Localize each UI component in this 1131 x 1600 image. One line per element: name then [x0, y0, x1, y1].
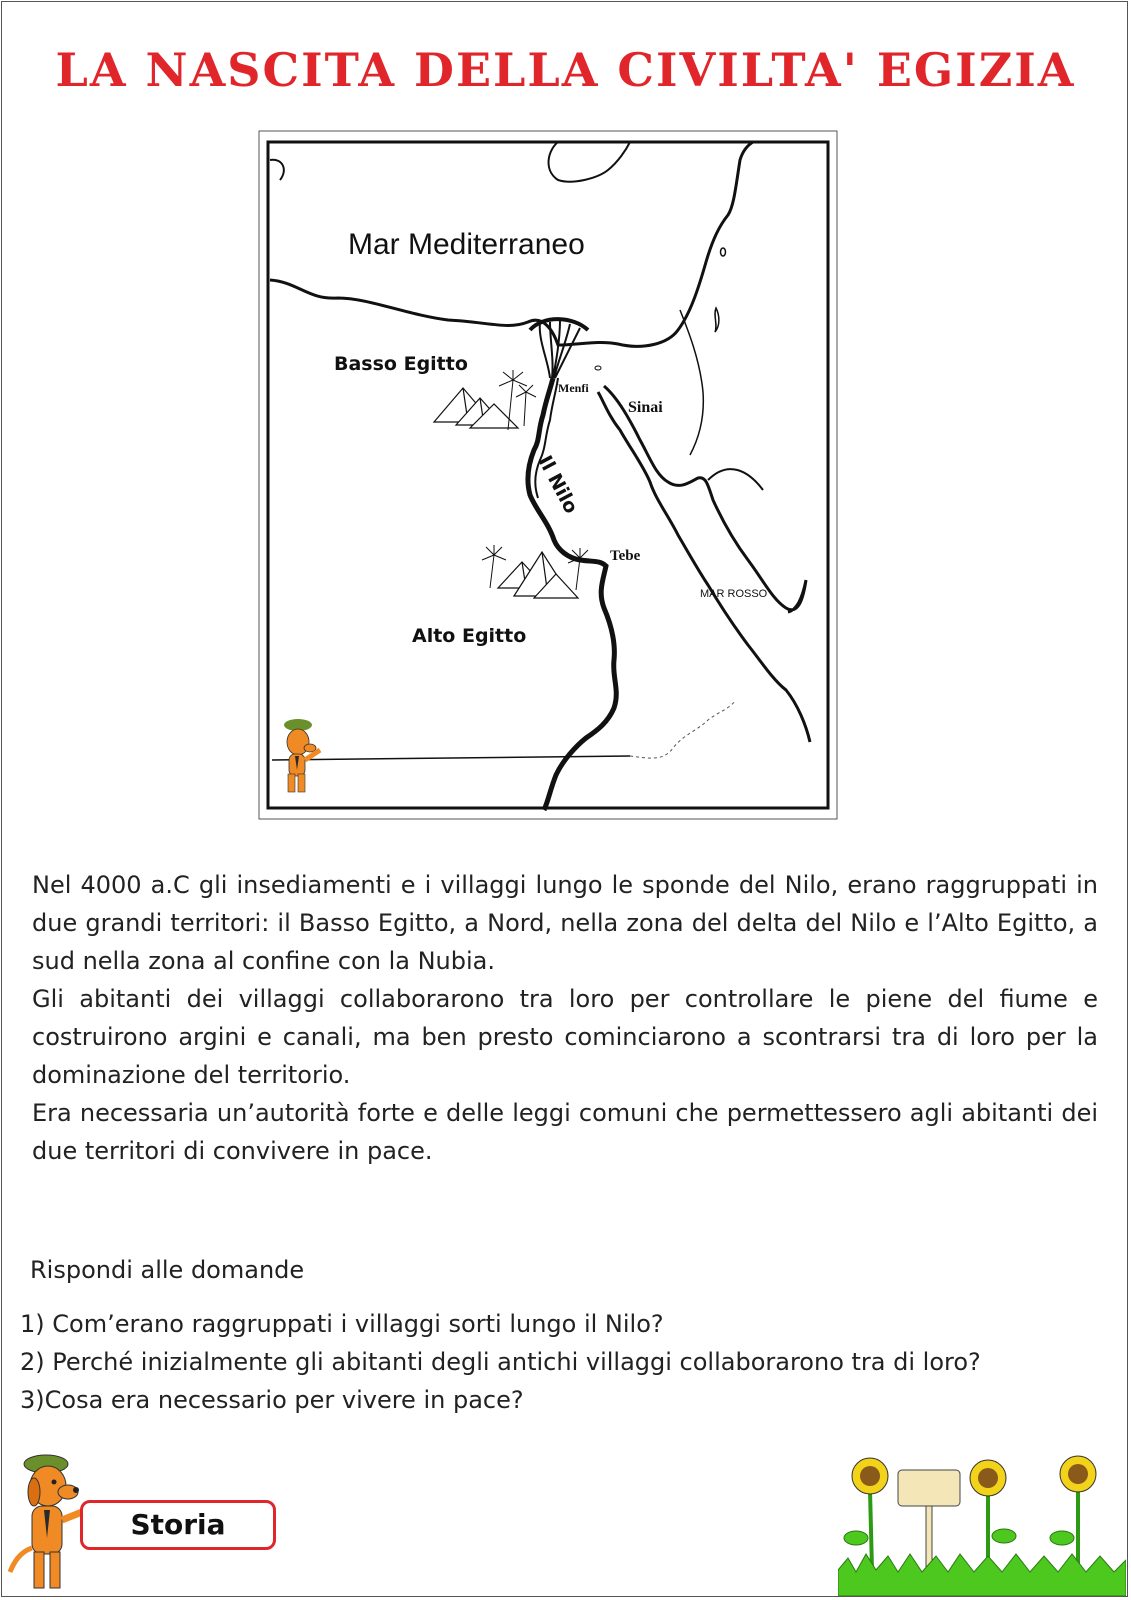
p1-term-nubia: Nubia: [417, 947, 488, 975]
p1-text-4: del Nilo e l’: [797, 909, 942, 937]
sunflower-icon: [970, 1460, 1016, 1570]
intro-text: [32, 866, 1098, 1170]
subject-badge: Storia: [80, 1500, 276, 1550]
p3-term-laws: leggi comuni: [512, 1099, 668, 1127]
paragraph-3: [32, 1094, 1098, 1170]
sunflower-icon: [1050, 1456, 1096, 1570]
nile-label: Il Nilo: [533, 452, 583, 518]
city-menfi-label: Menfi: [558, 381, 589, 395]
p3-text-1: Era necessaria: [32, 1099, 217, 1127]
p1-text-2: gli insediamenti e i villaggi lungo le sponde del Nilo, erano raggruppati in due grandi territori: il: [32, 871, 1098, 937]
paragraph-2: Gli abitanti dei villaggi collaborarono tra loro per controllare le piene del fiume e costruirono argini e canali, ma ben presto cominciarono a scontrarsi tra di loro per la dominazione del territorio.: [32, 985, 1098, 1089]
upper-egypt-label: Alto Egitto: [412, 625, 527, 647]
p1-text-5: , a sud nella zona al confine con la: [32, 909, 1098, 975]
sea-label: Mar Mediterraneo: [348, 228, 585, 261]
p3-text-3: che permettessero agli abitanti dei due territori di convivere in pace.: [32, 1099, 1099, 1165]
questions-title: Rispondi alle domande: [30, 1256, 305, 1284]
p1-term-delta: delta: [736, 909, 798, 937]
question-3: 3)Cosa era necessario per vivere in pace?: [20, 1386, 524, 1414]
questions-list: [20, 1306, 981, 1420]
p1-text-1: Nel: [32, 871, 81, 899]
dog-mascot-icon: [6, 1452, 86, 1598]
egypt-map: [258, 130, 838, 820]
p3-term-authority: un’autorità forte: [216, 1099, 415, 1127]
p1-term-upper-egypt: Alto Egitto: [941, 909, 1068, 937]
p1-term-lower-egypt: Basso Egitto: [298, 909, 449, 937]
lower-egypt-label: Basso Egitto: [334, 353, 468, 375]
page-title: LA NASCITA DELLA CIVILTA' EGIZIA: [55, 43, 1076, 97]
red-sea-label: MAR ROSSO: [700, 588, 768, 600]
p1-term-year: 4000 a.C: [80, 871, 190, 899]
p3-text-2: e delle: [414, 1099, 513, 1127]
question-2: 2) Perché inizialmente gli abitanti degli antichi villaggi collaborarono tra di loro?: [20, 1348, 981, 1376]
city-tebe-label: Tebe: [610, 548, 641, 564]
p1-text-6: .: [487, 947, 496, 975]
question-1: 1) Com’erano raggruppati i villaggi sorti lungo il Nilo?: [20, 1310, 664, 1338]
sinai-label: Sinai: [628, 399, 663, 416]
sunflower-decoration: [838, 1450, 1126, 1596]
p1-text-3: , a Nord, nella zona del: [448, 909, 737, 937]
paragraph-1: [32, 866, 1098, 980]
